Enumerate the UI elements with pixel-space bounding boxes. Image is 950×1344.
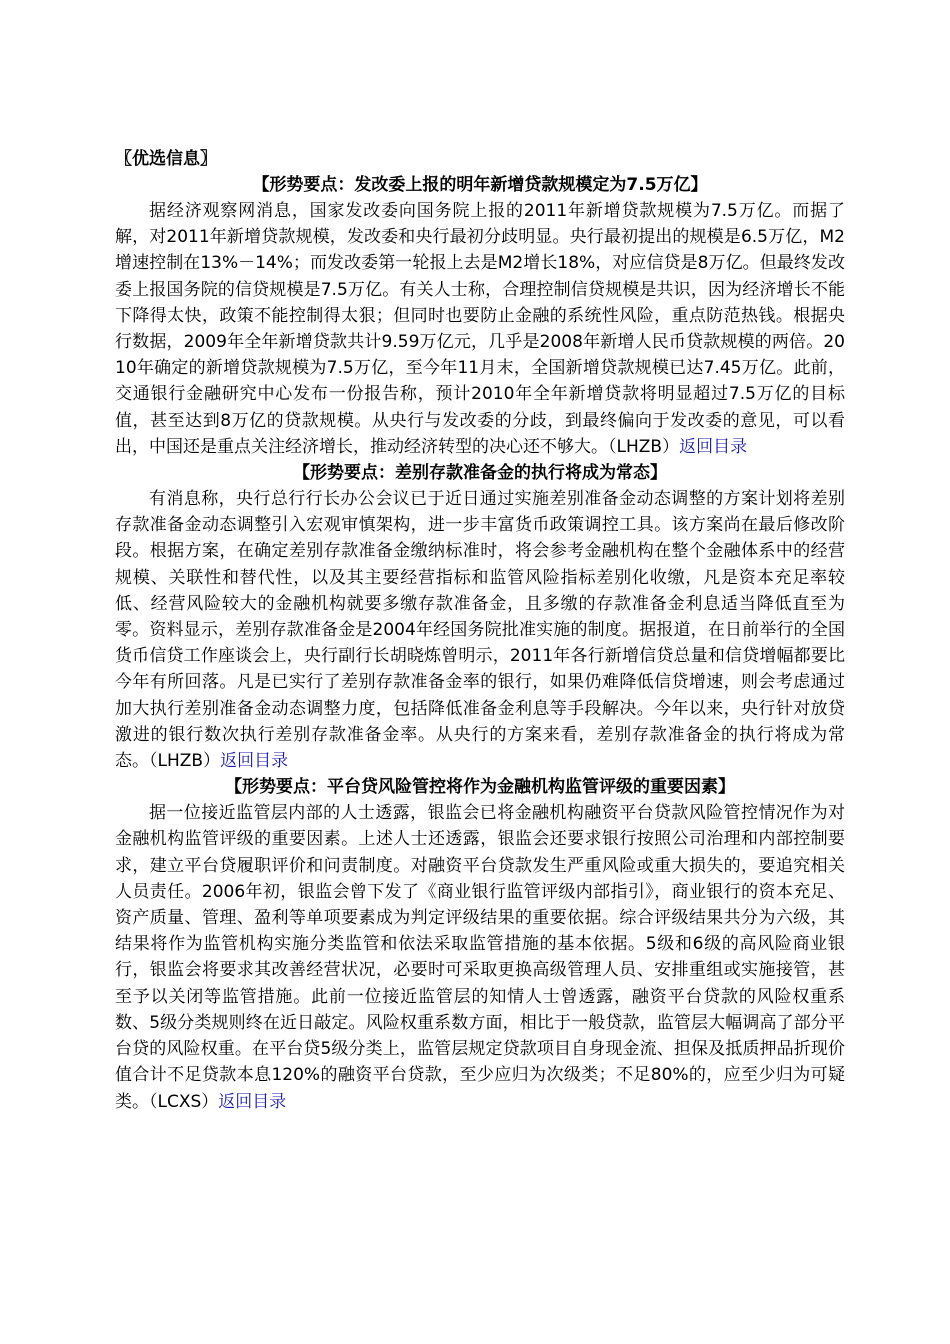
document-page xyxy=(115,146,845,1115)
article-body xyxy=(115,800,845,1114)
back-to-toc-link[interactable]: 返回目录 xyxy=(218,1091,287,1112)
article-text: 有消息称，央行总行行长办公会议已于近日通过实施差别准备金动态调整的方案计划将差别存款准备金动态调整引入宏观审慎架构，进一步丰富货币政策调控工具。该方案尚在最后修改阶段。根据方案，在确定差别存款准备金缴纳标准时，将会参考金融机构在整个金融体系中的经营规模、关联性和替代性，以及其主要经营指标和监管风险指标差别化收缴，凡是资本充足率较低、经营风险较大的金融机构就要多缴存款准备金，且多缴的存款准备金利息适当降低直至为零。资料显示，差别存款准备金是2004年经国务院批准实施的制度。据报道，在日前举行的全国货币信贷工作座谈会上，央行副行长胡晓炼曾明示，2011年各行新增信贷总量和信贷增幅都要比今年有所回落。凡是已实行了差别存款准备金率的银行，如果仍难降低信贷增速，则会考虑通过加大执行差别准备金动态调整力度，包括降低准备金利息等手段解决。今年以来，央行针对放贷激进的银行数次执行差别存款准备金率。从央行的方案来看，差别存款准备金的执行将成为常态。 xyxy=(115,489,845,772)
article-source: （LHZB） xyxy=(608,436,680,457)
article-text: 据经济观察网消息，国家发改委向国务院上报的2011年新增贷款规模为7.5万亿。而据了解，对2011年新增贷款规模，发改委和央行最初分歧明显。央行最初提出的规模是6.5万亿，M2增速控制在13%－14%；而发改委第一轮报上去是M2增长18%，对应信贷是8万亿。但最终发改委上报国务院的信贷规模是7.5万亿。有关人士称，合理控制信贷规模是共识，因为经济增长不能下降得太快，政策不能控制得太狠；但同时也要防止金融的系统性风险，重点防范热钱。根据央行数据，2009年全年新增贷款共计9.59万亿元，几乎是2008年新增人民币贷款规模的两倍。2010年确定的新增贷款规模为7.5万亿，至今年11月末，全国新增贷款规模已达7.45万亿。此前，交通银行金融研究中心发布一份报告称，预计2010年全年新增贷款将明显超过7.5万亿的目标值，甚至达到8万亿的贷款规模。从央行与发改委的分歧，到最终偏向于发改委的意见，可以看出，中国还是重点关注经济增长，推动经济转型的决心还不够大。 xyxy=(115,201,845,457)
article-body xyxy=(115,486,845,774)
article-1 xyxy=(115,172,845,460)
article-2 xyxy=(115,460,845,774)
back-to-toc-link[interactable]: 返回目录 xyxy=(220,751,289,772)
back-to-toc-link[interactable]: 返回目录 xyxy=(679,436,748,457)
section-header: 〖优选信息〗 xyxy=(115,149,217,169)
article-body xyxy=(115,198,845,460)
article-3 xyxy=(115,774,845,1114)
article-source: （LHZB） xyxy=(149,751,221,772)
article-title: 【形势要点：发改委上报的明年新增贷款规模定为7.5万亿】 xyxy=(252,175,708,195)
article-text: 据一位接近监管层内部的人士透露，银监会已将金融机构融资平台贷款风险管控情况作为对金融机构监管评级的重要因素。上述人士还透露，银监会还要求银行按照公司治理和内部控制要求，建立平台贷履职评价和问责制度。对融资平台贷款发生严重风险或重大损失的，要追究相关人员责任。2006年初，银监会曾下发了《商业银行监管评级内部指引》，商业银行的资本充足、资产质量、管理、盈利等单项要素成为判定评级结果的重要依据。综合评级结果共分为六级，其结果将作为监管机构实施分类监管和依法采取监管措施的基本依据。5级和6级的高风险商业银行，银监会将要求其改善经营状况，必要时可采取更换高级管理人员、安排重组或实施接管，甚至予以关闭等监管措施。此前一位接近监管层的知情人士曾透露，融资平台贷款的风险权重系数、5级分类规则终在近日敲定。风险权重系数方面，相比于一般贷款，监管层大幅调高了部分平台贷的风险权重。在平台贷5级分类上，监管层规定贷款项目自身现金流、担保及抵质押品折现价值合计不足贷款本息120%的融资平台贷款，至少应归为次级类；不足80%的，应至少归为可疑类。 xyxy=(115,803,845,1112)
article-title: 【形势要点：平台贷风险管控将作为金融机构监管评级的重要因素】 xyxy=(225,777,735,798)
article-title: 【形势要点：差别存款准备金的执行将成为常态】 xyxy=(293,463,667,484)
article-source: （LCXS） xyxy=(149,1091,219,1112)
